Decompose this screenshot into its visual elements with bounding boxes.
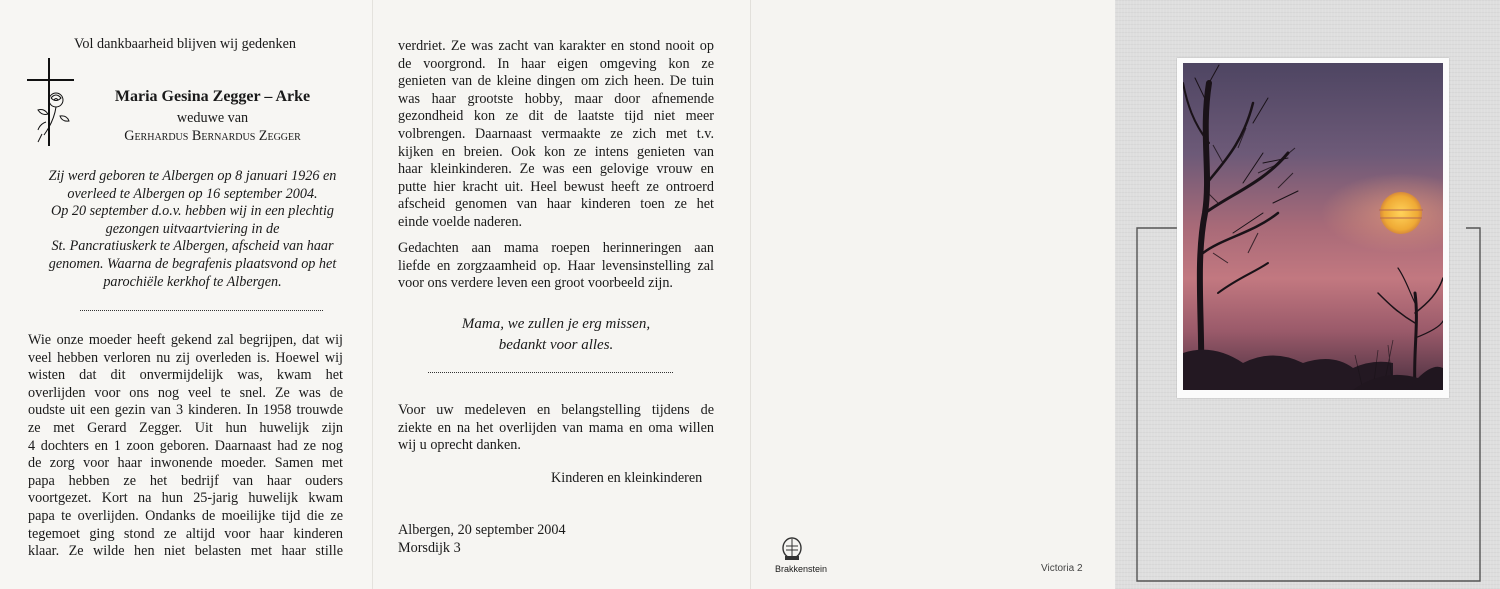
divider	[428, 372, 673, 373]
text-line: papa hebben ze het bedrijf van haar ouders	[28, 472, 343, 489]
text-line: voortgezet. Kort na hun 25-jarig huwelijk kwam	[28, 490, 343, 507]
text-line: voor ons verdere leven een groot voorbeeld zijn.	[398, 275, 673, 292]
left-panel	[0, 0, 372, 589]
memorial-text-2	[398, 38, 714, 232]
text-line: wisten dat dit onvermijdelijk was, kwam het	[28, 367, 343, 384]
text-line: afscheid genomen van haar kinderen toen ze het	[398, 196, 714, 213]
divider	[80, 310, 323, 311]
intro-line: Vol dankbaarheid blijven wij gedenken	[74, 36, 296, 52]
text-line: was haar grootste hobby, maar door afnemende	[398, 90, 714, 107]
text-line: Gedachten aan mama roepen herinneringen aan	[398, 240, 714, 256]
printer-name: Brakkenstein	[774, 564, 828, 574]
text-line: ziekte en na het overlijden van mama en oma willen	[398, 419, 714, 436]
text-line: gezondheid kon ze dit de laatste tijd niet meer	[398, 108, 714, 125]
thanks-text	[398, 402, 714, 455]
memorial-text-1	[28, 332, 343, 561]
text-line: Zij werd geboren te Albergen op 8 januari 1926 en	[48, 168, 337, 184]
quote-line: Mama, we zullen je erg missen,	[461, 316, 651, 332]
text-line: veel hebben verloren nu zij overleden is. Hoewel wij	[28, 349, 343, 366]
text-line: oudste uit een gezin van 3 kinderen. In 1958 trouwde	[28, 402, 343, 419]
back-panel	[750, 0, 1116, 589]
text-line: St. Pancratiuskerk te Albergen, afscheid van haar	[51, 238, 334, 255]
memorial-text-3	[398, 240, 714, 293]
birth-death-text	[20, 168, 365, 291]
quote-line: bedankt voor alles.	[498, 337, 614, 353]
place-date: Albergen, 20 september 2004	[398, 522, 566, 538]
closing-quote	[398, 314, 714, 356]
text-line: liefde en zorgzaamheid op. Haar levensinstelling zal	[398, 257, 714, 274]
text-line: Wie onze moeder heeft gekend zal begrijpen, dat wij	[28, 332, 343, 348]
text-line: putte hier kracht uit. Heel bewust heeft ze ontroerd	[398, 178, 714, 195]
text-line: wij u oprecht danken.	[398, 437, 521, 454]
text-line: klaar. Ze wilde hen niet belasten met haar stille	[28, 543, 343, 560]
text-line: genomen. Waarna de begrafenis plaatsvond op het	[48, 255, 337, 272]
text-line: volbrengen. Daarnaast vermaakte ze zich met t.v.	[398, 125, 714, 142]
text-line: overleed te Albergen op 16 september 2004.	[67, 185, 318, 202]
text-line: tegemoet ging stond ze altijd voor haar kinderen	[28, 525, 343, 542]
text-line: parochiële kerkhof te Albergen.	[103, 273, 282, 290]
text-line: genieten van de kleine dingen om zich heen. De tuin	[398, 73, 714, 90]
brakkenstein-logo-icon	[781, 536, 803, 562]
sunset-photo	[1183, 63, 1443, 390]
text-line: kijken en breien. Ook kon ze intens genieten van	[398, 143, 714, 160]
text-line: Op 20 september d.o.v. hebben wij in een plechtig	[50, 203, 335, 220]
signature: Kinderen en kleinkinderen	[551, 470, 703, 486]
husband-name: Gerhardus Bernardus Zegger	[124, 128, 301, 144]
card-model: Victoria 2	[1041, 563, 1083, 574]
text-line: de zorg voor haar inwonende moeder. Samen met	[28, 455, 343, 472]
text-line: verdriet. Ze was zacht van karakter en stond nooit op	[398, 38, 714, 54]
text-line: de voorgrond. In haar eigen omgeving kon ze	[398, 55, 714, 72]
text-line: haar kleinkinderen. Ze was een gelovige vrouw en	[398, 161, 714, 178]
text-line: papa te overlijden. Ondanks de moeilijke tijd die ze	[28, 507, 343, 524]
middle-panel	[372, 0, 751, 589]
text-line: overlijden voor ons nog veel te snel. Ze was de	[28, 384, 343, 401]
text-line: Voor uw medeleven en belangstelling tijdens de	[398, 402, 714, 418]
deceased-name: Maria Gesina Zegger – Arke	[114, 88, 311, 105]
text-line: einde voelde naderen.	[398, 213, 523, 230]
text-line: ze met Gerard Zegger. Uit hun huwelijk zijn	[28, 419, 343, 436]
widow-of-label: weduwe van	[176, 110, 249, 126]
text-line: 4 dochters en 1 zoon geboren. Daarnaast had ze nog	[28, 437, 343, 454]
cover-panel	[1115, 0, 1500, 589]
text-line: gezongen uitvaartviering in de	[105, 220, 280, 237]
address: Morsdijk 3	[398, 540, 461, 556]
